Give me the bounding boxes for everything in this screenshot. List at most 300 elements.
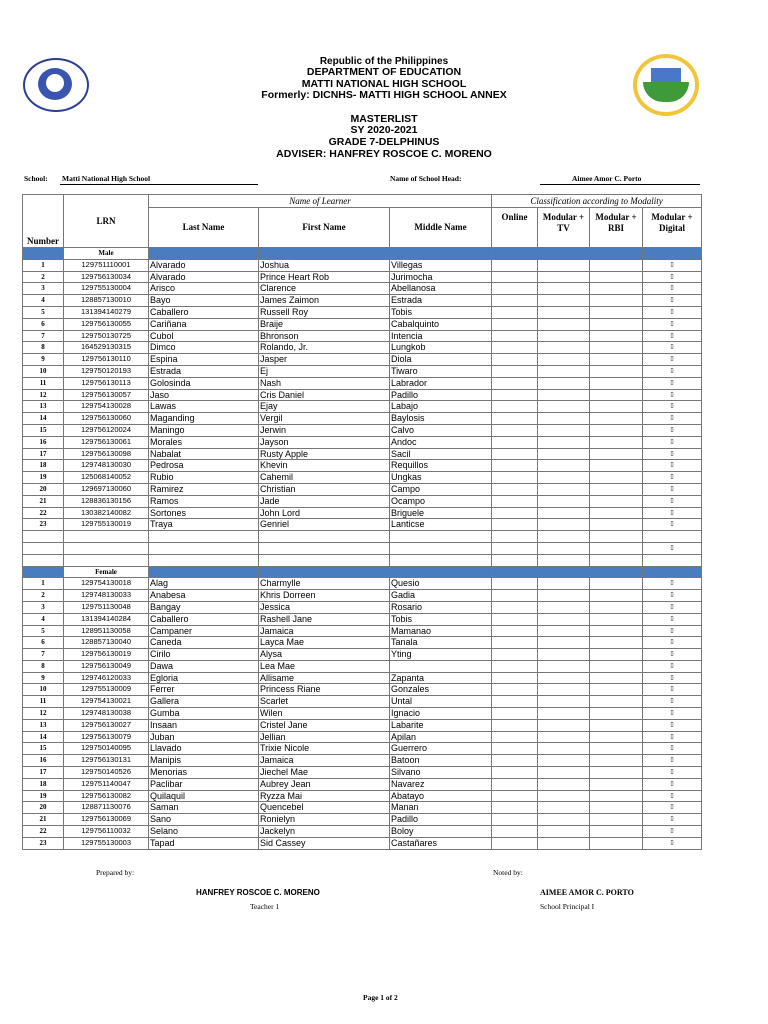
online-cell bbox=[492, 637, 538, 649]
middle-name-cell: Gadia bbox=[390, 590, 492, 602]
table-row bbox=[23, 283, 702, 295]
table-row bbox=[23, 601, 702, 613]
middle-name-cell: Manan bbox=[390, 802, 492, 814]
blank-cell bbox=[149, 542, 259, 554]
modular-tv-cell bbox=[538, 389, 590, 401]
last-name-cell: Bangay bbox=[149, 601, 259, 613]
modular-digital-checkbox: ▯ bbox=[643, 755, 702, 767]
table-row bbox=[23, 318, 702, 330]
modular-digital-checkbox: ▯ bbox=[643, 424, 702, 436]
blank-cell bbox=[590, 531, 643, 543]
modular-digital-checkbox: ▯ bbox=[643, 837, 702, 849]
middle-name-cell: Tobis bbox=[390, 613, 492, 625]
row-number: 21 bbox=[23, 495, 64, 507]
modular-rbi-cell bbox=[590, 778, 643, 790]
modular-tv-cell bbox=[538, 696, 590, 708]
modular-digital-checkbox: ▯ bbox=[643, 365, 702, 377]
middle-name-cell: Lanticse bbox=[390, 519, 492, 531]
blank-cell bbox=[492, 542, 538, 554]
modular-tv-cell bbox=[538, 826, 590, 838]
head-label: Name of School Head: bbox=[390, 174, 462, 183]
modular-tv-cell bbox=[538, 778, 590, 790]
modular-digital-checkbox: ▯ bbox=[643, 377, 702, 389]
noted-by-label: Noted by: bbox=[493, 868, 523, 877]
modular-rbi-cell bbox=[590, 708, 643, 720]
modular-tv-cell bbox=[538, 318, 590, 330]
online-cell bbox=[492, 318, 538, 330]
modular-tv-cell bbox=[538, 684, 590, 696]
modular-tv-cell bbox=[538, 719, 590, 731]
modular-rbi-cell bbox=[590, 672, 643, 684]
row-number: 4 bbox=[23, 295, 64, 307]
modular-rbi-cell bbox=[590, 330, 643, 342]
blank-cell bbox=[643, 531, 702, 543]
section-fill bbox=[390, 566, 492, 578]
modular-rbi-cell bbox=[590, 625, 643, 637]
first-name-cell: Layca Mae bbox=[259, 637, 390, 649]
blank-cell bbox=[590, 542, 643, 554]
middle-name-cell: Rosario bbox=[390, 601, 492, 613]
blank-cell bbox=[538, 542, 590, 554]
modular-tv-cell bbox=[538, 743, 590, 755]
doc-title: MASTERLIST bbox=[350, 113, 418, 125]
online-cell bbox=[492, 306, 538, 318]
middle-name-cell: Gonzales bbox=[390, 684, 492, 696]
row-number: 3 bbox=[23, 601, 64, 613]
blank-cell bbox=[259, 531, 390, 543]
last-name-cell: Alvarado bbox=[149, 259, 259, 271]
lrn-cell: 129756130131 bbox=[64, 755, 149, 767]
table-row bbox=[23, 826, 702, 838]
modular-tv-cell bbox=[538, 306, 590, 318]
middle-name-cell: Boloy bbox=[390, 826, 492, 838]
modular-digital-checkbox: ▯ bbox=[643, 590, 702, 602]
row-number: 19 bbox=[23, 472, 64, 484]
header-formerly: Formerly: DICNHS- MATTI HIGH SCHOOL ANNEX bbox=[261, 89, 507, 101]
blank-row bbox=[23, 554, 702, 566]
online-cell bbox=[492, 837, 538, 849]
first-name-cell: Ryzza Mai bbox=[259, 790, 390, 802]
online-cell bbox=[492, 826, 538, 838]
online-cell bbox=[492, 755, 538, 767]
first-name-cell: Clarence bbox=[259, 283, 390, 295]
modular-tv-cell bbox=[538, 413, 590, 425]
table-row bbox=[23, 354, 702, 366]
online-cell bbox=[492, 625, 538, 637]
last-name-cell: Egloria bbox=[149, 672, 259, 684]
middle-name-cell: Apilan bbox=[390, 731, 492, 743]
col-classification: Classification according to Modality bbox=[492, 195, 702, 208]
lrn-cell: 131394140279 bbox=[64, 306, 149, 318]
lrn-cell: 129754130018 bbox=[64, 578, 149, 590]
middle-name-cell: Tobis bbox=[390, 306, 492, 318]
section-fill bbox=[643, 566, 702, 578]
modular-tv-cell bbox=[538, 601, 590, 613]
lrn-cell: 129755130003 bbox=[64, 837, 149, 849]
adviser: ADVISER: HANFREY ROSCOE C. MORENO bbox=[276, 148, 492, 160]
online-cell bbox=[492, 519, 538, 531]
first-name-cell: Charmylle bbox=[259, 578, 390, 590]
last-name-cell: Campaner bbox=[149, 625, 259, 637]
modular-rbi-cell bbox=[590, 389, 643, 401]
lrn-cell: 129756130082 bbox=[64, 790, 149, 802]
table-row bbox=[23, 330, 702, 342]
table-row bbox=[23, 684, 702, 696]
online-cell bbox=[492, 448, 538, 460]
modular-rbi-cell bbox=[590, 696, 643, 708]
online-cell bbox=[492, 660, 538, 672]
modular-digital-checkbox: ▯ bbox=[643, 271, 702, 283]
online-cell bbox=[492, 413, 538, 425]
section-spacer bbox=[23, 248, 64, 260]
section-fill bbox=[492, 248, 538, 260]
school-year: SY 2020-2021 bbox=[350, 124, 418, 136]
last-name-cell: Gallera bbox=[149, 696, 259, 708]
col-middle-name: Middle Name bbox=[390, 208, 492, 248]
principal-name: AIMEE AMOR C. PORTO bbox=[540, 888, 634, 897]
lrn-cell: 129748130030 bbox=[64, 460, 149, 472]
online-cell bbox=[492, 342, 538, 354]
blank-cell bbox=[259, 554, 390, 566]
table-row bbox=[23, 377, 702, 389]
first-name-cell: Jellian bbox=[259, 731, 390, 743]
first-name-cell: Vergil bbox=[259, 413, 390, 425]
online-cell bbox=[492, 613, 538, 625]
modular-digital-checkbox: ▯ bbox=[643, 542, 702, 554]
modular-tv-cell bbox=[538, 342, 590, 354]
last-name-cell: Sano bbox=[149, 814, 259, 826]
modular-digital-checkbox: ▯ bbox=[643, 295, 702, 307]
modular-tv-cell bbox=[538, 460, 590, 472]
modular-digital-checkbox: ▯ bbox=[643, 625, 702, 637]
table-row bbox=[23, 731, 702, 743]
modular-digital-checkbox: ▯ bbox=[643, 472, 702, 484]
table-row bbox=[23, 613, 702, 625]
middle-name-cell: Batoon bbox=[390, 755, 492, 767]
table-row bbox=[23, 802, 702, 814]
row-number: 18 bbox=[23, 460, 64, 472]
lrn-cell: 130382140082 bbox=[64, 507, 149, 519]
modular-digital-checkbox: ▯ bbox=[643, 519, 702, 531]
first-name-cell: Jamaica bbox=[259, 755, 390, 767]
modular-rbi-cell bbox=[590, 731, 643, 743]
col-name-of-learner: Name of Learner bbox=[149, 195, 492, 208]
lrn-cell: 129697130060 bbox=[64, 483, 149, 495]
online-cell bbox=[492, 271, 538, 283]
blank-cell bbox=[538, 531, 590, 543]
row-number: 7 bbox=[23, 330, 64, 342]
online-cell bbox=[492, 483, 538, 495]
last-name-cell: Morales bbox=[149, 436, 259, 448]
first-name-cell: Cristel Jane bbox=[259, 719, 390, 731]
middle-name-cell: Ungkas bbox=[390, 472, 492, 484]
modular-digital-checkbox: ▯ bbox=[643, 649, 702, 661]
modular-tv-cell bbox=[538, 802, 590, 814]
first-name-cell: Sid Cassey bbox=[259, 837, 390, 849]
last-name-cell: Selano bbox=[149, 826, 259, 838]
lrn-cell: 129756120024 bbox=[64, 424, 149, 436]
modular-digital-checkbox: ▯ bbox=[643, 401, 702, 413]
section-fill bbox=[259, 566, 390, 578]
female-label: Female bbox=[64, 566, 149, 578]
modular-digital-checkbox: ▯ bbox=[643, 413, 702, 425]
last-name-cell: Arisco bbox=[149, 283, 259, 295]
last-name-cell: Alag bbox=[149, 578, 259, 590]
section-fill bbox=[390, 248, 492, 260]
section-fill bbox=[590, 248, 643, 260]
lrn-cell: 129756130057 bbox=[64, 389, 149, 401]
modular-tv-cell bbox=[538, 424, 590, 436]
modular-tv-cell bbox=[538, 637, 590, 649]
modular-rbi-cell bbox=[590, 814, 643, 826]
modular-rbi-cell bbox=[590, 365, 643, 377]
table-row bbox=[23, 306, 702, 318]
modular-digital-checkbox: ▯ bbox=[643, 672, 702, 684]
online-cell bbox=[492, 472, 538, 484]
online-cell bbox=[492, 389, 538, 401]
table-row bbox=[23, 472, 702, 484]
modular-tv-cell bbox=[538, 837, 590, 849]
modular-rbi-cell bbox=[590, 802, 643, 814]
last-name-cell: Estrada bbox=[149, 365, 259, 377]
blank-cell bbox=[64, 531, 149, 543]
modular-tv-cell bbox=[538, 578, 590, 590]
lrn-cell: 129751130048 bbox=[64, 601, 149, 613]
middle-name-cell: Labarite bbox=[390, 719, 492, 731]
teacher-role: Teacher 1 bbox=[250, 902, 280, 911]
blank-cell bbox=[64, 554, 149, 566]
blank-cell bbox=[390, 542, 492, 554]
modular-digital-checkbox: ▯ bbox=[643, 448, 702, 460]
row-number: 8 bbox=[23, 660, 64, 672]
head-value: Aimee Amor C. Porto bbox=[572, 174, 642, 183]
lrn-cell: 129756130060 bbox=[64, 413, 149, 425]
last-name-cell: Cubol bbox=[149, 330, 259, 342]
col-modular-rbi: Modular + RBI bbox=[590, 208, 643, 248]
middle-name-cell: Quesio bbox=[390, 578, 492, 590]
online-cell bbox=[492, 495, 538, 507]
last-name-cell: Dawa bbox=[149, 660, 259, 672]
row-number: 10 bbox=[23, 365, 64, 377]
table-row bbox=[23, 424, 702, 436]
table-row bbox=[23, 578, 702, 590]
row-number: 13 bbox=[23, 719, 64, 731]
lrn-cell: 129755130009 bbox=[64, 684, 149, 696]
blank-cell bbox=[259, 542, 390, 554]
modular-digital-checkbox: ▯ bbox=[643, 259, 702, 271]
last-name-cell: Ramirez bbox=[149, 483, 259, 495]
online-cell bbox=[492, 590, 538, 602]
row-number: 22 bbox=[23, 507, 64, 519]
lrn-cell: 129756130069 bbox=[64, 814, 149, 826]
last-name-cell: Saman bbox=[149, 802, 259, 814]
last-name-cell: Dimco bbox=[149, 342, 259, 354]
first-name-cell: Quencebel bbox=[259, 802, 390, 814]
modular-digital-checkbox: ▯ bbox=[643, 354, 702, 366]
modular-tv-cell bbox=[538, 377, 590, 389]
modular-rbi-cell bbox=[590, 660, 643, 672]
last-name-cell: Rubio bbox=[149, 472, 259, 484]
lrn-cell: 125068140052 bbox=[64, 472, 149, 484]
modular-digital-checkbox: ▯ bbox=[643, 389, 702, 401]
modular-tv-cell bbox=[538, 790, 590, 802]
last-name-cell: Anabesa bbox=[149, 590, 259, 602]
row-number: 6 bbox=[23, 318, 64, 330]
modular-digital-checkbox: ▯ bbox=[643, 719, 702, 731]
first-name-cell: Cris Daniel bbox=[259, 389, 390, 401]
first-name-cell: Rolando, Jr. bbox=[259, 342, 390, 354]
row-number: 17 bbox=[23, 767, 64, 779]
modular-tv-cell bbox=[538, 295, 590, 307]
lrn-cell: 129756130027 bbox=[64, 719, 149, 731]
online-cell bbox=[492, 295, 538, 307]
row-number: 15 bbox=[23, 743, 64, 755]
online-cell bbox=[492, 719, 538, 731]
table-row bbox=[23, 483, 702, 495]
lrn-cell: 128871130076 bbox=[64, 802, 149, 814]
lrn-cell: 128836130156 bbox=[64, 495, 149, 507]
last-name-cell: Paclibar bbox=[149, 778, 259, 790]
modular-rbi-cell bbox=[590, 495, 643, 507]
middle-name-cell: Lungkob bbox=[390, 342, 492, 354]
first-name-cell: Jade bbox=[259, 495, 390, 507]
first-name-cell: Ronielyn bbox=[259, 814, 390, 826]
row-number: 20 bbox=[23, 483, 64, 495]
table-row bbox=[23, 590, 702, 602]
blank-cell bbox=[538, 554, 590, 566]
lrn-cell: 164529130315 bbox=[64, 342, 149, 354]
row-number: 5 bbox=[23, 306, 64, 318]
table-row bbox=[23, 790, 702, 802]
modular-tv-cell bbox=[538, 354, 590, 366]
row-number: 12 bbox=[23, 708, 64, 720]
first-name-cell: John Lord bbox=[259, 507, 390, 519]
row-number: 7 bbox=[23, 649, 64, 661]
lrn-cell: 128857130010 bbox=[64, 295, 149, 307]
col-online: Online bbox=[492, 208, 538, 248]
modular-digital-checkbox: ▯ bbox=[643, 283, 702, 295]
last-name-cell: Golosinda bbox=[149, 377, 259, 389]
modular-rbi-cell bbox=[590, 318, 643, 330]
first-name-cell: Jasper bbox=[259, 354, 390, 366]
online-cell bbox=[492, 401, 538, 413]
middle-name-cell: Abatayo bbox=[390, 790, 492, 802]
online-cell bbox=[492, 767, 538, 779]
middle-name-cell: Guerrero bbox=[390, 743, 492, 755]
modular-rbi-cell bbox=[590, 460, 643, 472]
row-number: 22 bbox=[23, 826, 64, 838]
row-number: 1 bbox=[23, 259, 64, 271]
header-department: DEPARTMENT OF EDUCATION bbox=[306, 66, 462, 78]
section-fill bbox=[538, 566, 590, 578]
middle-name-cell: Ocampo bbox=[390, 495, 492, 507]
first-name-cell: Khris Dorreen bbox=[259, 590, 390, 602]
modular-rbi-cell bbox=[590, 637, 643, 649]
online-cell bbox=[492, 743, 538, 755]
blank-cell bbox=[23, 554, 64, 566]
modular-digital-checkbox: ▯ bbox=[643, 578, 702, 590]
table-row bbox=[23, 259, 702, 271]
last-name-cell: Llavado bbox=[149, 743, 259, 755]
blank-cell bbox=[23, 542, 64, 554]
first-name-cell: Jiechel Mae bbox=[259, 767, 390, 779]
modular-rbi-cell bbox=[590, 649, 643, 661]
principal-role: School Principal I bbox=[540, 902, 595, 911]
middle-name-cell: Yting bbox=[390, 649, 492, 661]
lrn-cell: 129754130028 bbox=[64, 401, 149, 413]
modular-tv-cell bbox=[538, 708, 590, 720]
section-fill bbox=[259, 248, 390, 260]
modular-rbi-cell bbox=[590, 755, 643, 767]
table-row bbox=[23, 672, 702, 684]
section-fill bbox=[492, 566, 538, 578]
col-modular-digital: Modular + Digital bbox=[643, 208, 702, 248]
first-name-cell: Jayson bbox=[259, 436, 390, 448]
table-row bbox=[23, 814, 702, 826]
lrn-cell: 129748130038 bbox=[64, 708, 149, 720]
lrn-cell: 129756130055 bbox=[64, 318, 149, 330]
online-cell bbox=[492, 365, 538, 377]
last-name-cell: Tapad bbox=[149, 837, 259, 849]
last-name-cell: Sortones bbox=[149, 507, 259, 519]
lrn-cell: 129756110032 bbox=[64, 826, 149, 838]
modular-digital-checkbox: ▯ bbox=[643, 708, 702, 720]
table-row bbox=[23, 837, 702, 849]
middle-name-cell: Intencia bbox=[390, 330, 492, 342]
last-name-cell: Caballero bbox=[149, 306, 259, 318]
modular-digital-checkbox: ▯ bbox=[643, 767, 702, 779]
last-name-cell: Alvarado bbox=[149, 271, 259, 283]
modular-tv-cell bbox=[538, 259, 590, 271]
modular-digital-checkbox: ▯ bbox=[643, 483, 702, 495]
row-number: 1 bbox=[23, 578, 64, 590]
modular-tv-cell bbox=[538, 448, 590, 460]
middle-name-cell: Calvo bbox=[390, 424, 492, 436]
last-name-cell: Lawas bbox=[149, 401, 259, 413]
modular-rbi-cell bbox=[590, 283, 643, 295]
last-name-cell: Ramos bbox=[149, 495, 259, 507]
online-cell bbox=[492, 436, 538, 448]
lrn-cell: 129750120193 bbox=[64, 365, 149, 377]
lrn-cell: 129750130725 bbox=[64, 330, 149, 342]
middle-name-cell: Ignacio bbox=[390, 708, 492, 720]
table-row bbox=[23, 719, 702, 731]
modular-digital-checkbox: ▯ bbox=[643, 601, 702, 613]
blank-cell bbox=[492, 554, 538, 566]
col-first-name: First Name bbox=[259, 208, 390, 248]
lrn-cell: 128857130040 bbox=[64, 637, 149, 649]
modular-tv-cell bbox=[538, 519, 590, 531]
modular-tv-cell bbox=[538, 613, 590, 625]
table-row bbox=[23, 660, 702, 672]
last-name-cell: Gumba bbox=[149, 708, 259, 720]
row-number: 9 bbox=[23, 672, 64, 684]
last-name-cell: Cariñana bbox=[149, 318, 259, 330]
modular-digital-checkbox: ▯ bbox=[643, 330, 702, 342]
section-spacer bbox=[23, 566, 64, 578]
table-row bbox=[23, 696, 702, 708]
first-name-cell: Cahemil bbox=[259, 472, 390, 484]
first-name-cell: Rashell Jane bbox=[259, 613, 390, 625]
online-cell bbox=[492, 790, 538, 802]
col-lrn: LRN bbox=[64, 195, 149, 248]
modular-rbi-cell bbox=[590, 306, 643, 318]
row-number: 20 bbox=[23, 802, 64, 814]
modular-rbi-cell bbox=[590, 295, 643, 307]
first-name-cell: Jackelyn bbox=[259, 826, 390, 838]
modular-tv-cell bbox=[538, 271, 590, 283]
blank-cell bbox=[149, 531, 259, 543]
